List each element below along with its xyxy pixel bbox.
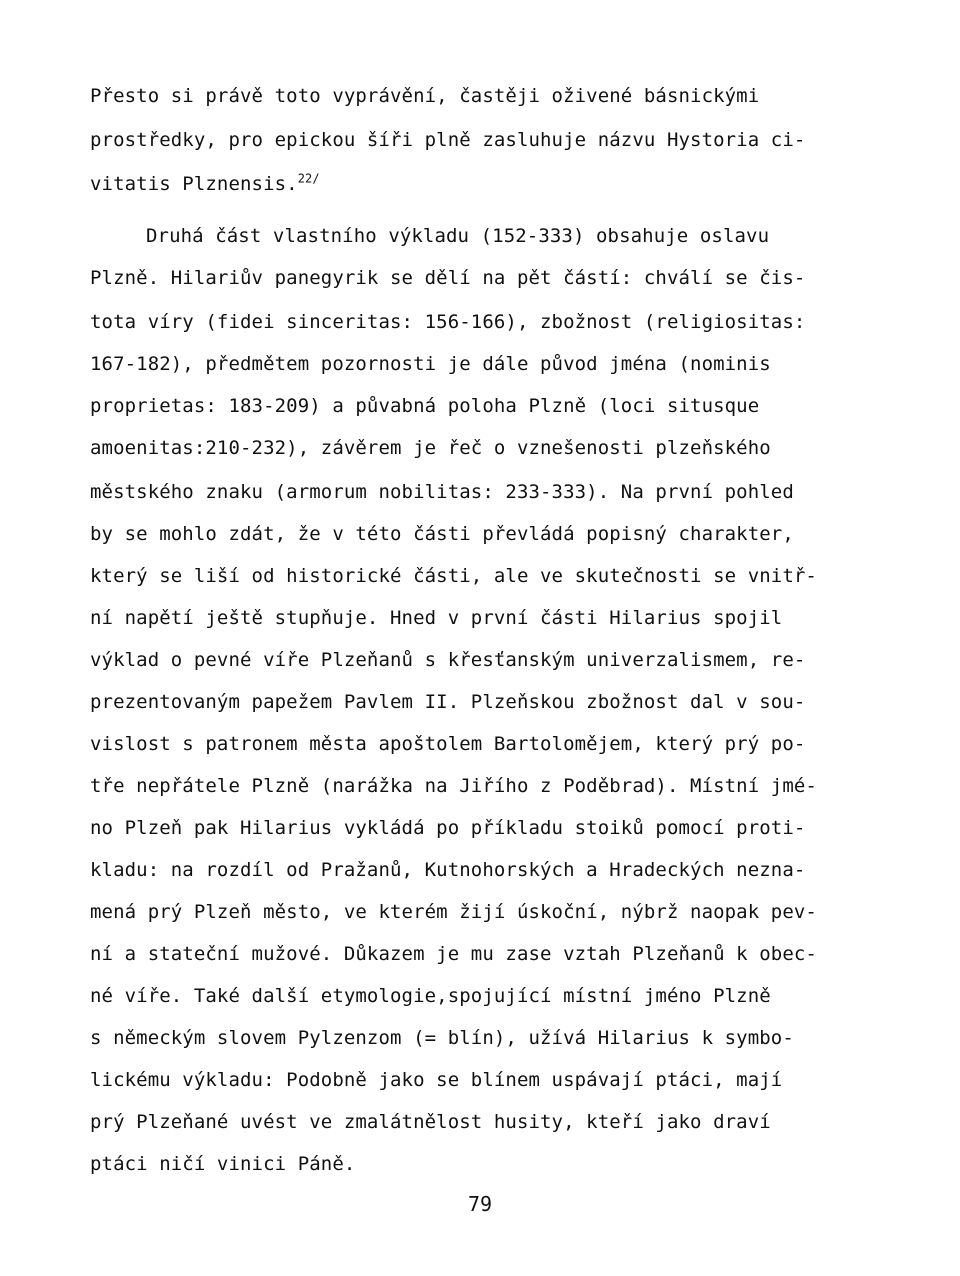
paragraph-2-line-12: prezentovaným papežem Pavlem II. Plzeňskou zbožnost dal v sou- <box>90 691 806 713</box>
paragraph-2-line-6: amoenitas:210-232), závěrem je řeč o vznešenosti plzeňského <box>90 437 771 459</box>
paragraph-2-line-3: tota víry (fidei sinceritas: 156-166), zbožnost (religiositas: <box>90 311 806 333</box>
paragraph-2-line-1: Druhá část vlastního výkladu (152-333) obsahuje oslavu <box>146 225 770 247</box>
footnote-reference: 22/ <box>297 171 320 186</box>
paragraph-2-line-9: který se liší od historické části, ale ve skutečnosti se vnitř- <box>90 565 817 587</box>
page-number: 79 <box>467 1192 493 1216</box>
paragraph-2-line-21: lickému výkladu: Podobně jako se blínem uspávají ptáci, mají <box>90 1069 783 1091</box>
paragraph-2-line-22: prý Plzeňané uvést ve zmalátnělost husity, kteří jako draví <box>90 1111 771 1133</box>
paragraph-2-line-14: tře nepřátele Plzně (narážka na Jiřího z Poděbrad). Místní jmé- <box>90 775 817 797</box>
paragraph-2-line-2: Plzně. Hilariův panegyrik se dělí na pět částí: chválí se čis- <box>90 267 806 289</box>
paragraph-1-line-2: prostředky, pro epickou šíři plně zasluhuje názvu Hystoria ci- <box>90 129 806 151</box>
paragraph-2-line-5: proprietas: 183-209) a půvabná poloha Plzně (loci situsque <box>90 395 760 417</box>
paragraph-2-line-8: by se mohlo zdát, že v této části převládá popisný charakter, <box>90 523 794 545</box>
paragraph-2-line-18: ní a stateční mužové. Důkazem je mu zase vztah Plzeňanů k obec- <box>90 943 817 965</box>
paragraph-2-line-16: kladu: na rozdíl od Pražanů, Kutnohorských a Hradeckých nezna- <box>90 859 806 881</box>
paragraph-2-line-19: né víře. Také další etymologie,spojující místní jméno Plzně <box>90 985 771 1007</box>
paragraph-2-line-17: mená prý Plzeň město, ve kterém žijí úskoční, nýbrž naopak pev- <box>90 901 817 923</box>
paragraph-2-line-15: no Plzeň pak Hilarius vykládá po příkladu stoiků pomocí proti- <box>90 817 806 839</box>
paragraph-2-line-7: městského znaku (armorum nobilitas: 233-333). Na první pohled <box>90 481 794 503</box>
paragraph-2-line-13: vislost s patronem města apoštolem Bartolomějem, který prý po- <box>90 733 806 755</box>
paragraph-1-line-3-text: vitatis Plznensis. <box>90 173 298 195</box>
paragraph-2-line-11: výklad o pevné víře Plzeňanů s křesťanským univerzalismem, re- <box>90 649 806 671</box>
paragraph-2-line-20: s německým slovem Pylzenzom (= blín), užívá Hilarius k symbo- <box>90 1027 794 1049</box>
paragraph-2-line-4: 167-182), předmětem pozornosti je dále původ jména (nominis <box>90 353 771 375</box>
paragraph-1-line-1: Přesto si právě toto vyprávění, častěji oživené básnickými <box>90 85 760 107</box>
paragraph-2-line-10: ní napětí ještě stupňuje. Hned v první části Hilarius spojil <box>90 607 783 629</box>
paragraph-1-line-3 <box>90 172 320 196</box>
paragraph-2-line-23: ptáci ničí vinici Páně. <box>90 1153 356 1175</box>
